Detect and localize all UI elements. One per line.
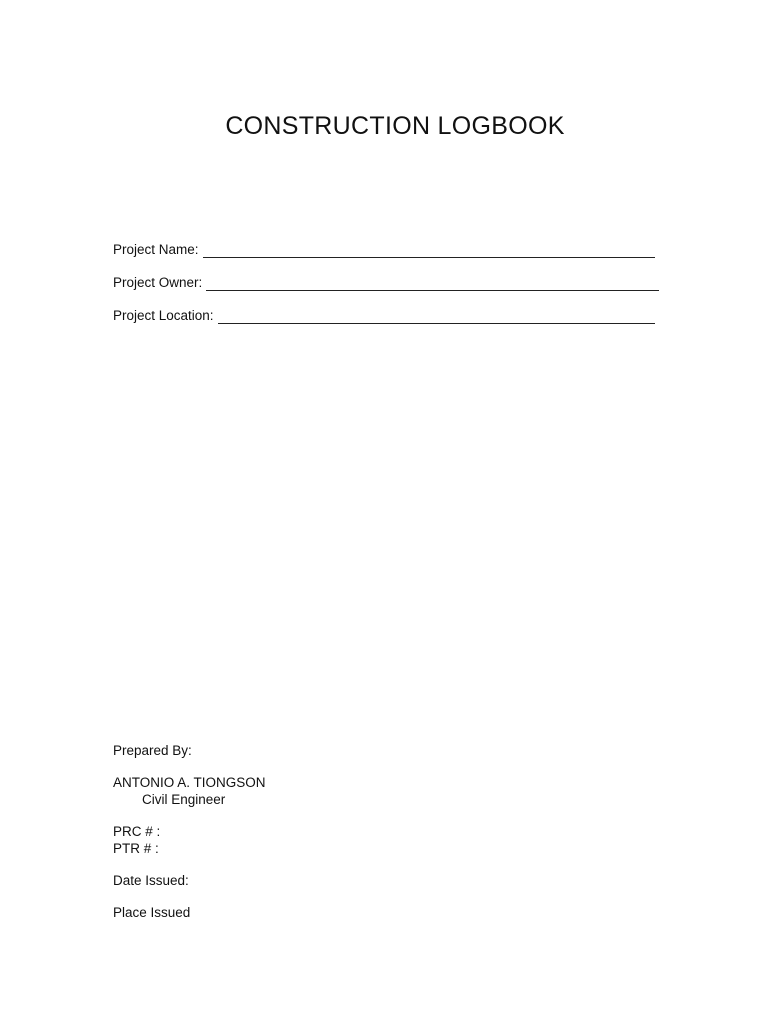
place-issued-label: Place Issued bbox=[113, 905, 191, 920]
project-location-blank-line[interactable] bbox=[218, 309, 655, 324]
project-name-blank-line[interactable] bbox=[203, 243, 655, 258]
date-issued-label: Date Issued: bbox=[113, 873, 189, 888]
ptr-number-label: PTR # : bbox=[113, 841, 159, 856]
project-name-label: Project Name: bbox=[113, 242, 199, 257]
preparer-name: ANTONIO A. TIONGSON bbox=[113, 775, 266, 790]
project-location-field bbox=[113, 308, 655, 324]
project-location-label: Project Location: bbox=[113, 308, 214, 323]
project-owner-blank-line[interactable] bbox=[206, 276, 659, 291]
prc-number-label: PRC # : bbox=[113, 824, 161, 839]
project-owner-label: Project Owner: bbox=[113, 275, 203, 290]
document-title: CONSTRUCTION LOGBOOK bbox=[225, 112, 565, 140]
prepared-by-label: Prepared By: bbox=[113, 743, 192, 758]
preparer-role: Civil Engineer bbox=[142, 792, 226, 807]
project-name-field bbox=[113, 242, 655, 258]
project-owner-field bbox=[113, 275, 659, 291]
